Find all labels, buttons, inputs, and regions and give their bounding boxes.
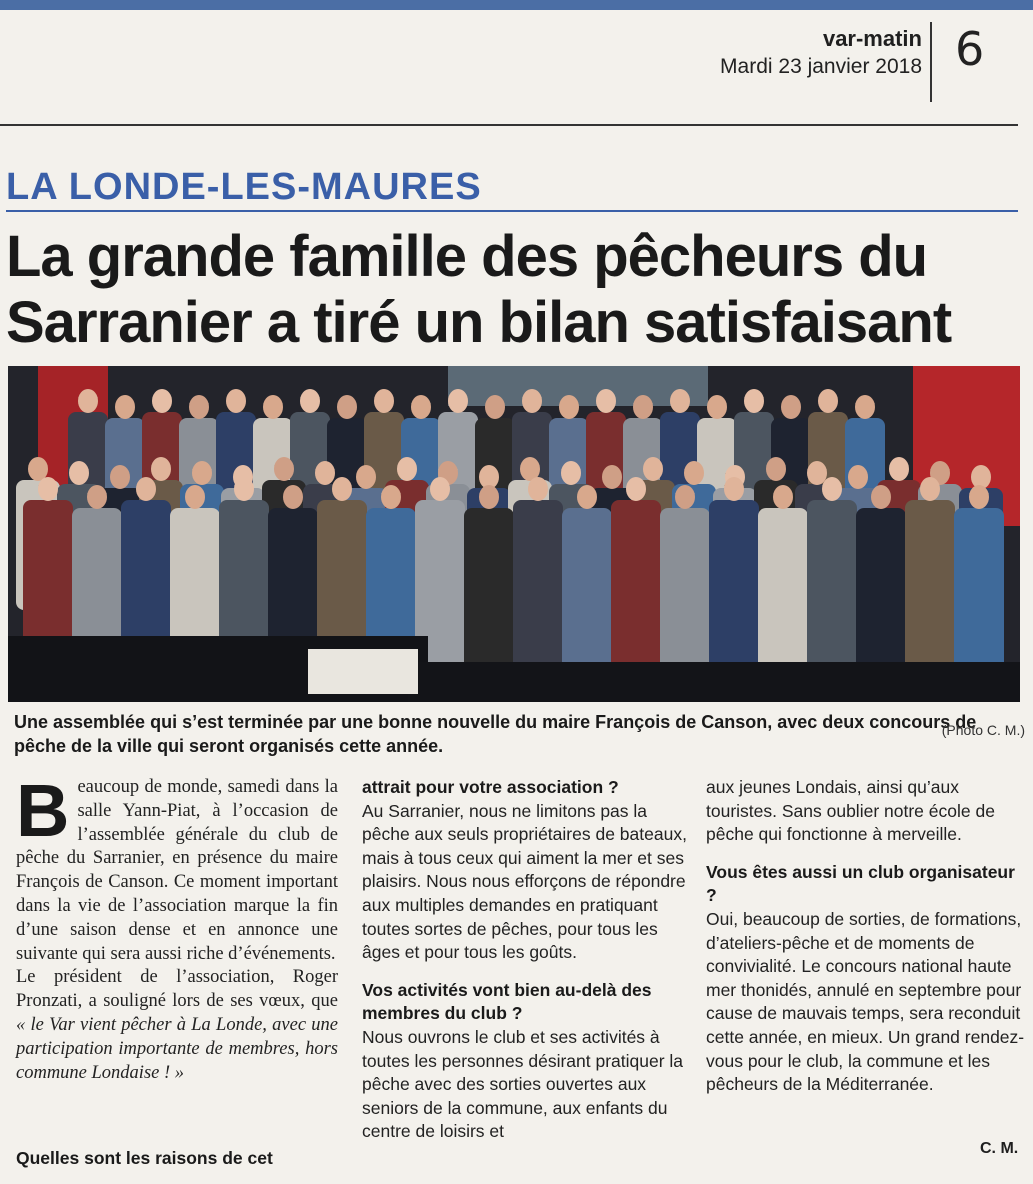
- article-column-3: [706, 776, 1026, 1097]
- section-rule: [6, 210, 1018, 212]
- article-column-1: [16, 769, 338, 1085]
- intro-paragraph: [16, 769, 338, 966]
- headline: La grande famille des pêcheurs du Sarranier a tiré un bilan satisfaisant: [6, 224, 952, 355]
- question-3: Vous êtes aussi un club organisateur ?: [706, 861, 1015, 906]
- header-rule: [0, 124, 1018, 126]
- group-photo: [8, 366, 1020, 702]
- masthead: [700, 26, 922, 79]
- top-color-rule: [0, 0, 1033, 10]
- photo-credit: (Photo C. M.): [941, 722, 1025, 738]
- group-photo-illustration: [8, 366, 1020, 702]
- author-signature: C. M.: [980, 1140, 1019, 1157]
- question-2: Vos activités vont bien au-delà des membres du club ?: [362, 979, 652, 1024]
- answer-3: Oui, beaucoup de sorties, de formations, d’ateliers-pêche et de moments de convivialité. Le concours national haute mer thonidés, annulé en septembre pour cause de mauvais temps, sera reconduit cette année, en mieux. Un grand rendez-vous pour le club, la commune et les pêcheurs de la Méditerranée.: [706, 908, 1025, 1095]
- president-text: Le président de l’association, Roger Pronzati, a souligné lors de ses vœux, que: [16, 967, 338, 1012]
- question-1-start: Quelles sont les raisons de cet: [16, 1148, 273, 1168]
- photo-caption: Une assemblée qui s’est terminée par une bonne nouvelle du maire François de Canson, avec deux concours de pêche de la ville qui seront organisés cette année.: [14, 712, 977, 756]
- drop-cap: B: [16, 769, 70, 852]
- answer-2-start: Nous ouvrons le club et ses activités à toutes les personnes désirant pratiquer la pêche avec des sorties ouvertes aux seniors de la commune, aux enfants du centre de loisirs et: [362, 1026, 684, 1142]
- masthead-separator: [930, 22, 932, 102]
- article-column-2: [362, 776, 692, 1144]
- question-1-end: attrait pour votre association ?: [362, 777, 619, 797]
- white-paper-on-chair: [308, 649, 418, 694]
- issue-date: Mardi 23 janvier 2018: [720, 55, 922, 78]
- paper-name: var-matin: [822, 26, 922, 51]
- page-number: 6: [955, 22, 985, 76]
- president-quote: « le Var vient pêcher à La Londe, avec une participation importante de membres, hors commune Londaise ! »: [16, 1014, 338, 1083]
- answer-1: Au Sarranier, nous ne limitons pas la pêche aux seuls propriétaires de bateaux, mais à tous ceux qui aiment la mer et ses plaisirs. Nous nous efforçons de répondre aux multiples demandes en pratiquant toutes sortes de pêches, pour tous les âges et pour tous les goûts.: [362, 800, 687, 963]
- section-label: LA LONDE-LES-MAURES: [6, 166, 482, 208]
- intro-text: eaucoup de monde, samedi dans la salle Yann-Piat, à l’occasion de l’assemblée générale du club de pêche du Sarranier, en présence du maire François de Canson. Ce moment important dans la vie de l’association marque la fin d’une saison dense et en annonce une suivante qui sera aussi riche d’événements.: [16, 777, 338, 964]
- answer-2-end: aux jeunes Londais, ainsi qu’aux touristes. Sans oublier notre école de pêche qui fonctionne à merveille.: [706, 777, 995, 845]
- president-paragraph: [16, 966, 338, 1085]
